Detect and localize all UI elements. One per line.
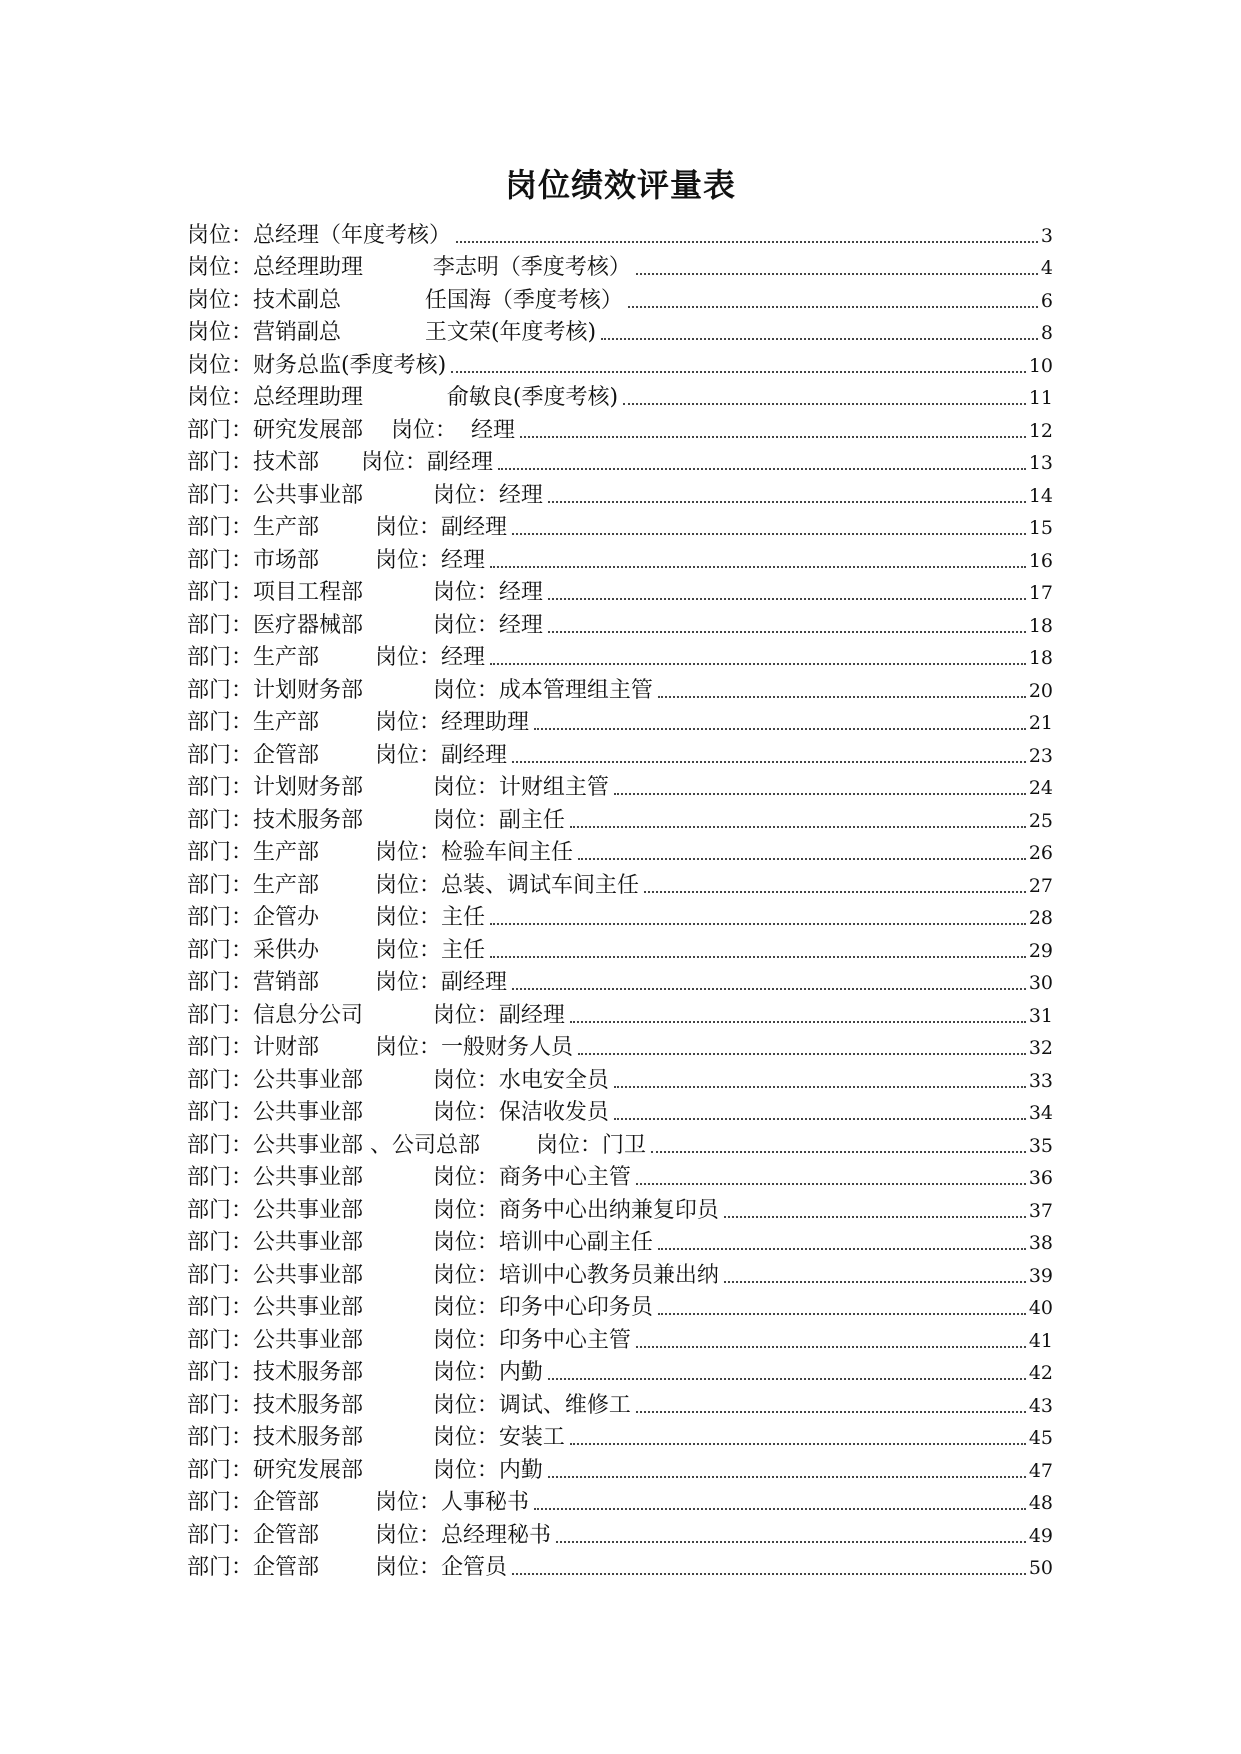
toc-entry-page-number: 18 <box>1028 614 1053 637</box>
toc-entry-page-number: 32 <box>1028 1037 1053 1059</box>
toc-entry-label: 部门：计划财务部 岗位：计财组主管 <box>187 775 609 800</box>
toc-entry-page-number: 27 <box>1028 874 1053 897</box>
page-title: 岗位绩效评量表 <box>504 166 736 204</box>
toc-entry[interactable] <box>187 1516 1053 1549</box>
toc-entry-page-number: 29 <box>1028 939 1053 962</box>
toc-entry-page-number: 15 <box>1028 517 1053 539</box>
toc-dot-leader <box>490 566 1026 568</box>
toc-dot-leader <box>512 1573 1026 1575</box>
toc-dot-leader <box>658 1313 1026 1315</box>
toc-dot-leader <box>490 923 1026 925</box>
toc-entry-label: 部门：信息分公司 岗位：副经理 <box>187 1002 565 1028</box>
toc-dot-leader <box>548 598 1026 600</box>
toc-entry-label: 岗位：营销副总 王文荣(年度考核) <box>187 320 597 345</box>
toc-entry-page-number: 34 <box>1028 1102 1053 1124</box>
toc-entry[interactable] <box>187 1191 1053 1224</box>
toc-entry-label: 部门：公共事业部 、公司总部 岗位：门卫 <box>187 1132 646 1158</box>
toc-entry[interactable] <box>187 639 1053 672</box>
toc-entry-label: 部门：生产部 岗位：副经理 <box>187 515 507 540</box>
toc-dot-leader <box>556 1541 1026 1543</box>
toc-entry-page-number: 30 <box>1028 972 1053 994</box>
toc-entry-page-number: 49 <box>1028 1524 1053 1547</box>
toc-entry[interactable] <box>187 834 1053 867</box>
toc-entry[interactable] <box>187 1159 1053 1192</box>
toc-dot-leader <box>534 728 1026 730</box>
toc-entry-page-number: 24 <box>1028 777 1053 799</box>
toc-entry-page-number: 36 <box>1028 1167 1053 1189</box>
toc-entry[interactable] <box>187 1419 1053 1452</box>
toc-entry-label: 部门：营销部 岗位：副经理 <box>187 970 507 995</box>
toc-dot-leader <box>651 1151 1026 1153</box>
toc-entry-page-number: 28 <box>1028 907 1053 929</box>
toc-entry-page-number: 8 <box>1040 322 1053 344</box>
toc-entry[interactable] <box>187 1386 1053 1419</box>
toc-entry-page-number: 43 <box>1028 1394 1053 1417</box>
toc-entry[interactable] <box>187 704 1053 737</box>
toc-entry-page-number: 12 <box>1028 419 1053 442</box>
toc-entry[interactable] <box>187 476 1053 509</box>
toc-dot-leader <box>724 1216 1026 1218</box>
toc-dot-leader <box>636 1346 1026 1348</box>
toc-entry-label: 岗位：技术副总 任国海（季度考核） <box>187 287 623 313</box>
toc-entry-label: 部门：企管办 岗位：主任 <box>187 905 485 930</box>
toc-entry-page-number: 26 <box>1028 842 1053 864</box>
toc-dot-leader <box>548 501 1026 503</box>
toc-dot-leader <box>636 1183 1026 1185</box>
toc-entry[interactable] <box>187 411 1053 444</box>
toc-entry-label: 部门：生产部 岗位：检验车间主任 <box>187 840 573 865</box>
toc-entry-label: 部门：技术服务部 岗位：安装工 <box>187 1425 565 1450</box>
toc-entry[interactable] <box>187 1126 1053 1159</box>
toc-entry[interactable] <box>187 216 1053 249</box>
toc-entry-label: 部门：公共事业部 岗位：印务中心印务员 <box>187 1295 653 1320</box>
toc-entry[interactable] <box>187 606 1053 639</box>
toc-entry-page-number: 21 <box>1028 712 1053 734</box>
toc-entry[interactable] <box>187 931 1053 964</box>
toc-dot-leader <box>636 273 1038 275</box>
toc-entry-label: 部门：计划财务部 岗位：成本管理组主管 <box>187 677 653 703</box>
toc-dot-leader <box>534 1508 1026 1510</box>
toc-entry[interactable] <box>187 996 1053 1029</box>
toc-entry[interactable] <box>187 1549 1053 1582</box>
toc-entry-page-number: 10 <box>1028 354 1053 377</box>
toc-entry-label: 部门：研究发展部 岗位：内勤 <box>187 1457 543 1483</box>
toc-entry-page-number: 40 <box>1028 1297 1053 1319</box>
toc-entry-label: 部门：采供办 岗位：主任 <box>187 937 485 963</box>
toc-entry-page-number: 14 <box>1028 484 1053 507</box>
toc-entry-label: 部门：项目工程部 岗位：经理 <box>187 580 543 605</box>
toc-entry-label: 岗位：财务总监(季度考核) <box>187 352 447 378</box>
toc-entry[interactable] <box>187 769 1053 802</box>
toc-dot-leader <box>636 1411 1026 1413</box>
toc-entry-label: 部门：技术服务部 岗位：调试、维修工 <box>187 1392 631 1418</box>
toc-dot-leader <box>548 1476 1026 1478</box>
toc-entry-page-number: 11 <box>1028 387 1053 409</box>
toc-entry[interactable] <box>187 574 1053 607</box>
toc-entry-label: 部门：计财部 岗位：一般财务人员 <box>187 1035 573 1060</box>
toc-entry-label: 部门：医疗器械部 岗位：经理 <box>187 612 543 638</box>
toc-entry-label: 部门：生产部 岗位：总装、调试车间主任 <box>187 872 639 898</box>
toc-entry[interactable] <box>187 1321 1053 1354</box>
toc-dot-leader <box>512 988 1026 990</box>
toc-entry-page-number: 13 <box>1028 452 1053 474</box>
toc-entry-label: 部门：公共事业部 岗位：保洁收发员 <box>187 1100 609 1125</box>
toc-dot-leader <box>520 436 1026 438</box>
toc-entry-page-number: 39 <box>1028 1264 1053 1287</box>
toc-dot-leader <box>512 761 1026 763</box>
toc-entry-label: 部门：企管部 岗位：企管员 <box>187 1555 507 1580</box>
toc-entry-label: 部门：公共事业部 岗位：培训中心副主任 <box>187 1230 653 1255</box>
toc-entry[interactable] <box>187 1029 1053 1062</box>
toc-entry[interactable] <box>187 1061 1053 1094</box>
toc-entry-page-number: 37 <box>1028 1199 1053 1222</box>
toc-entry-label: 部门：公共事业部 岗位：印务中心主管 <box>187 1327 631 1353</box>
toc-entry[interactable] <box>187 1289 1053 1322</box>
toc-entry-page-number: 33 <box>1028 1069 1053 1092</box>
toc-entry-label: 部门：公共事业部 岗位：培训中心教务员兼出纳 <box>187 1262 719 1288</box>
toc-entry[interactable] <box>187 899 1053 932</box>
toc-dot-leader <box>498 468 1026 470</box>
toc-entry[interactable] <box>187 964 1053 997</box>
toc-entry[interactable] <box>187 1354 1053 1387</box>
toc-dot-leader <box>512 533 1026 535</box>
toc-entry[interactable] <box>187 736 1053 769</box>
toc-entry[interactable] <box>187 314 1053 347</box>
toc-entry-label: 岗位：总经理助理 俞敏良(季度考核) <box>187 385 619 410</box>
toc-entry-label: 部门：公共事业部 岗位：水电安全员 <box>187 1067 609 1093</box>
toc-dot-leader <box>490 956 1026 958</box>
toc-entry-label: 部门：企管部 岗位：人事秘书 <box>187 1490 529 1515</box>
toc-entry-label: 部门：公共事业部 岗位：商务中心出纳兼复印员 <box>187 1197 719 1223</box>
toc-entry-label: 部门：企管部 岗位：副经理 <box>187 742 507 768</box>
toc-entry-page-number: 16 <box>1028 549 1053 572</box>
toc-entry-page-number: 41 <box>1028 1329 1053 1352</box>
toc-entry-page-number: 23 <box>1028 744 1053 767</box>
toc-entry-page-number: 25 <box>1028 809 1053 832</box>
toc-dot-leader <box>570 1443 1026 1445</box>
toc-entry[interactable] <box>187 509 1053 542</box>
toc-dot-leader <box>570 1021 1026 1023</box>
toc-entry-label: 部门：市场部 岗位：经理 <box>187 547 485 573</box>
toc-entry[interactable] <box>187 1484 1053 1517</box>
toc-dot-leader <box>601 338 1038 340</box>
toc-entry[interactable] <box>187 1224 1053 1257</box>
toc-entry-label: 部门：公共事业部 岗位：商务中心主管 <box>187 1165 631 1190</box>
toc-entry-page-number: 17 <box>1028 582 1053 604</box>
toc-entry-page-number: 38 <box>1028 1232 1053 1254</box>
toc-dot-leader <box>614 1086 1026 1088</box>
toc-entry-label: 部门：生产部 岗位：经理助理 <box>187 710 529 735</box>
toc-dot-leader <box>548 631 1026 633</box>
toc-dot-leader <box>490 663 1026 665</box>
toc-entry-label: 部门：技术服务部 岗位：内勤 <box>187 1360 543 1385</box>
toc-dot-leader <box>456 241 1038 243</box>
toc-entry[interactable] <box>187 1451 1053 1484</box>
toc-entry[interactable] <box>187 866 1053 899</box>
toc-entry-page-number: 18 <box>1028 647 1053 669</box>
toc-dot-leader <box>578 1053 1026 1055</box>
toc-entry-page-number: 3 <box>1040 224 1053 247</box>
table-of-contents <box>187 216 1053 1581</box>
toc-entry[interactable] <box>187 281 1053 314</box>
toc-entry[interactable] <box>187 671 1053 704</box>
toc-entry[interactable] <box>187 1094 1053 1127</box>
toc-entry[interactable] <box>187 541 1053 574</box>
toc-dot-leader <box>578 858 1026 860</box>
toc-entry-page-number: 4 <box>1040 257 1053 279</box>
toc-entry-label: 岗位：总经理助理 李志明（季度考核） <box>187 255 631 280</box>
toc-entry[interactable] <box>187 379 1053 412</box>
toc-dot-leader <box>451 371 1026 373</box>
toc-entry-label: 岗位：总经理（年度考核） <box>187 222 452 248</box>
toc-dot-leader <box>628 306 1038 308</box>
toc-dot-leader <box>548 1378 1026 1380</box>
toc-entry[interactable] <box>187 249 1053 282</box>
toc-entry-page-number: 6 <box>1040 289 1053 312</box>
toc-entry-page-number: 47 <box>1028 1459 1053 1482</box>
toc-entry[interactable] <box>187 346 1053 379</box>
toc-entry[interactable] <box>187 801 1053 834</box>
toc-dot-leader <box>644 891 1026 893</box>
toc-entry-page-number: 20 <box>1028 679 1053 702</box>
toc-entry[interactable] <box>187 1256 1053 1289</box>
toc-entry-label: 部门：企管部 岗位：总经理秘书 <box>187 1522 551 1548</box>
toc-dot-leader <box>614 1118 1026 1120</box>
toc-entry-page-number: 42 <box>1028 1362 1053 1384</box>
toc-entry-label: 部门：技术部 岗位：副经理 <box>187 450 493 475</box>
toc-dot-leader <box>724 1281 1026 1283</box>
toc-entry-label: 部门：技术服务部 岗位：副主任 <box>187 807 565 833</box>
toc-entry-page-number: 48 <box>1028 1492 1053 1514</box>
toc-dot-leader <box>614 793 1026 795</box>
toc-entry-page-number: 50 <box>1028 1557 1053 1579</box>
toc-dot-leader <box>570 826 1026 828</box>
toc-entry-label: 部门：研究发展部 岗位： 经理 <box>187 417 515 443</box>
toc-entry-page-number: 31 <box>1028 1004 1053 1027</box>
toc-entry-label: 部门：公共事业部 岗位：经理 <box>187 482 543 508</box>
toc-entry-label: 部门：生产部 岗位：经理 <box>187 645 485 670</box>
toc-entry[interactable] <box>187 444 1053 477</box>
toc-dot-leader <box>623 403 1026 405</box>
toc-dot-leader <box>658 696 1026 698</box>
toc-entry-page-number: 45 <box>1028 1427 1053 1449</box>
toc-dot-leader <box>658 1248 1026 1250</box>
toc-entry-page-number: 35 <box>1028 1134 1053 1157</box>
